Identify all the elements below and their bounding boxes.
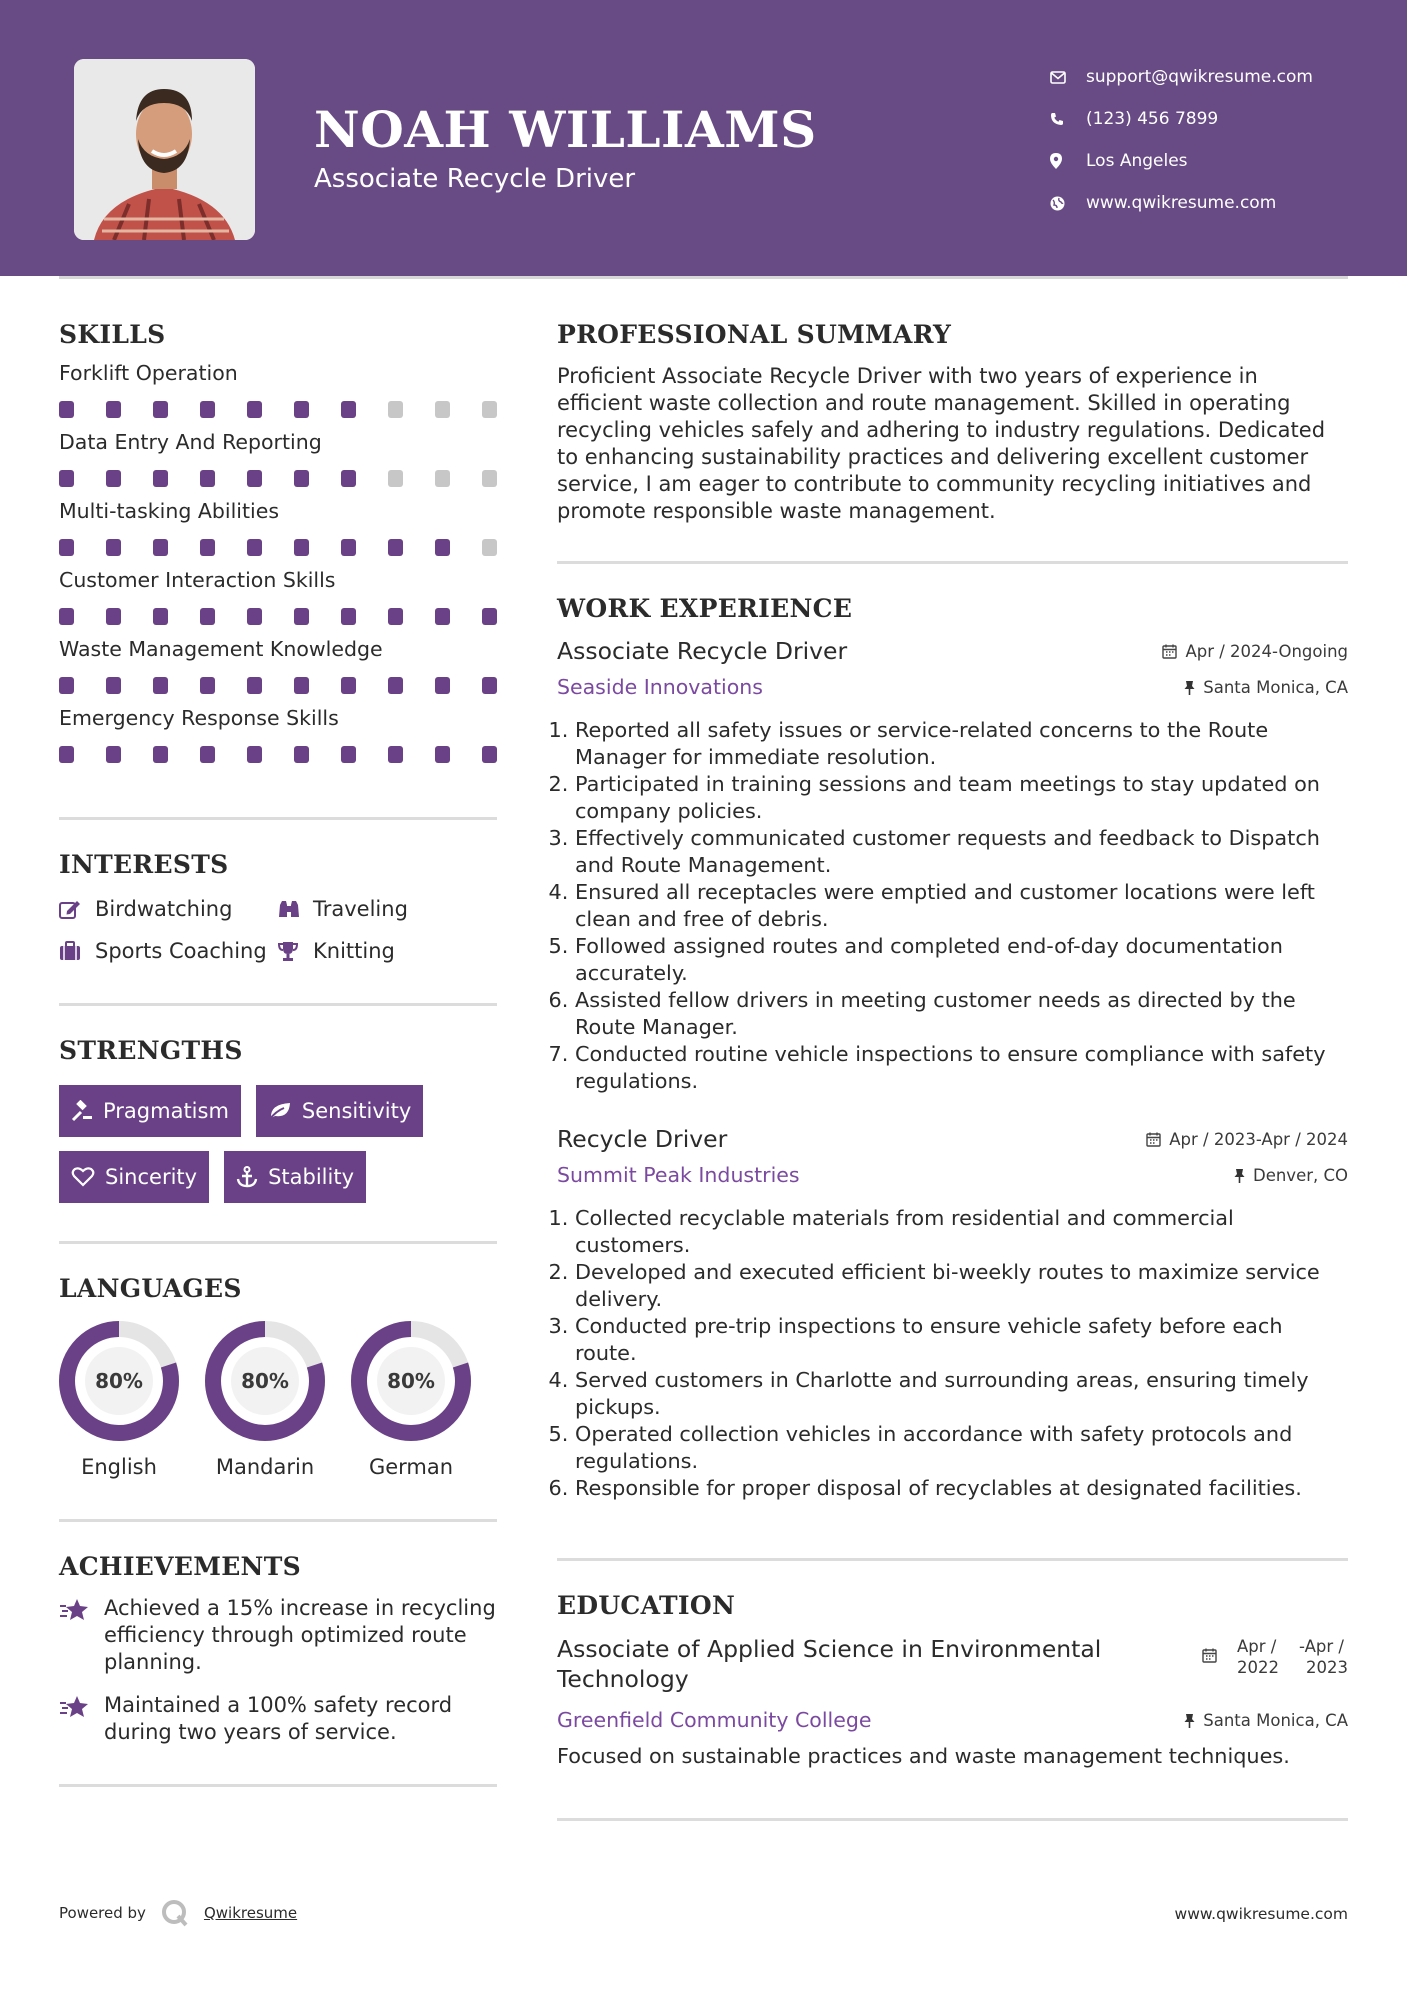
skill-dot-filled <box>341 677 356 694</box>
strength-label: Sincerity <box>105 1165 198 1189</box>
strength-label: Stability <box>268 1165 355 1189</box>
skill-dot-filled <box>341 746 356 763</box>
education-dates <box>1202 1636 1348 1678</box>
language-percent: 80% <box>387 1369 435 1393</box>
language-ring <box>351 1321 471 1441</box>
job-bullet: 2. Developed and executed efficient bi-weekly routes to maximize service delivery. <box>575 1259 1348 1313</box>
job-bullet: 5. Followed assigned routes and completed end-of-day documentation accurately. <box>575 933 1348 987</box>
map-pin-icon <box>1050 153 1086 169</box>
skill-dot-empty <box>482 539 497 556</box>
skill-dot-filled <box>247 746 262 763</box>
strength-tag <box>59 1151 209 1203</box>
skill-dot-filled <box>341 470 356 487</box>
education-end-month: Apr / <box>1304 1637 1344 1656</box>
section-heading-strengths: STRENGTHS <box>59 1036 243 1065</box>
skill-dot-filled <box>294 746 309 763</box>
section-divider <box>59 1003 497 1006</box>
job-location <box>1184 678 1348 697</box>
job-bullet: 6. Responsible for proper disposal of recyclables at designated facilities. <box>575 1475 1348 1502</box>
school-name: Greenfield Community College <box>557 1708 872 1732</box>
education-location-text: Santa Monica, CA <box>1203 1710 1348 1730</box>
footer-powered-by <box>59 1898 297 1928</box>
skill-item <box>59 706 497 763</box>
section-divider <box>557 561 1348 564</box>
skills-list <box>59 361 497 763</box>
skill-dot-filled <box>106 401 121 418</box>
job-bullet: 6. Assisted fellow drivers in meeting customer needs as directed by the Route Manager. <box>575 987 1348 1041</box>
interest-label: Birdwatching <box>95 897 233 921</box>
skill-level-dots <box>59 746 497 763</box>
header-divider <box>59 276 1348 279</box>
section-divider <box>557 1818 1348 1821</box>
skill-dot-filled <box>200 539 215 556</box>
language-ring <box>59 1321 179 1441</box>
job-bullet: 1. Reported all safety issues or service-related concerns to the Route Manager for immediate resolution. <box>575 717 1348 771</box>
education-description: Focused on sustainable practices and waste management techniques. <box>557 1744 1290 1768</box>
skill-dot-filled <box>153 539 168 556</box>
star-icon <box>59 1692 104 1746</box>
skill-dot-filled <box>153 401 168 418</box>
education-separator: - <box>1299 1637 1305 1656</box>
contact-email-text: support@qwikresume.com <box>1086 67 1313 87</box>
job-bullets <box>557 717 1348 1095</box>
strengths-list <box>59 1085 497 1203</box>
education-start-year: 2022 <box>1237 1658 1279 1677</box>
language-name: English <box>81 1455 157 1479</box>
strength-tag <box>59 1085 241 1137</box>
job-title: Associate Recycle Driver <box>557 637 848 665</box>
skill-dot-filled <box>106 746 121 763</box>
education-location <box>1184 1711 1348 1730</box>
skill-dot-filled <box>435 746 450 763</box>
brand-link[interactable]: Qwikresume <box>203 1904 298 1922</box>
skill-dot-filled <box>482 608 497 625</box>
skill-dot-filled <box>200 608 215 625</box>
skill-dot-filled <box>247 608 262 625</box>
contact-phone[interactable] <box>1050 98 1313 140</box>
calendar-icon <box>1146 1132 1161 1147</box>
skill-dot-empty <box>435 401 450 418</box>
skill-dot-filled <box>153 470 168 487</box>
skill-dot-filled <box>482 677 497 694</box>
skill-name: Emergency Response Skills <box>59 706 339 730</box>
envelope-icon <box>1050 71 1086 84</box>
footer-website[interactable]: www.qwikresume.com <box>1174 1905 1348 1923</box>
skill-dot-filled <box>200 677 215 694</box>
skill-dot-filled <box>435 608 450 625</box>
section-divider <box>557 1558 1348 1561</box>
skill-item <box>59 361 497 418</box>
strength-tag <box>256 1085 423 1137</box>
pushpin-icon <box>1234 1168 1245 1183</box>
interest-item <box>59 897 277 921</box>
skill-dot-filled <box>106 539 121 556</box>
company-name: Seaside Innovations <box>557 675 763 699</box>
skill-dot-filled <box>294 470 309 487</box>
section-heading-languages: LANGUAGES <box>59 1274 242 1303</box>
strength-label: Sensitivity <box>301 1099 412 1123</box>
summary-section <box>557 320 1348 525</box>
skill-dot-filled <box>294 677 309 694</box>
qwikresume-logo-icon <box>160 1898 190 1928</box>
language-item <box>205 1321 325 1479</box>
job-bullet: 2. Participated in training sessions and team meetings to stay updated on company policies. <box>575 771 1348 825</box>
skill-dot-filled <box>200 470 215 487</box>
contact-list <box>1050 56 1313 224</box>
section-divider <box>59 1784 497 1787</box>
skill-name: Waste Management Knowledge <box>59 637 383 661</box>
skill-dot-filled <box>247 470 262 487</box>
strength-tag <box>224 1151 366 1203</box>
language-item <box>351 1321 471 1479</box>
contact-phone-text: (123) 456 7899 <box>1086 109 1219 129</box>
calendar-icon <box>1202 1647 1217 1668</box>
skill-item <box>59 430 497 487</box>
job-bullet: 4. Ensured all receptacles were emptied and customer locations were left clean and free of debris. <box>575 879 1348 933</box>
education-section <box>557 1591 1348 1768</box>
skill-dot-filled <box>294 539 309 556</box>
languages-list <box>59 1321 497 1479</box>
skill-dot-filled <box>153 608 168 625</box>
languages-section <box>59 1274 497 1479</box>
contact-website-text: www.qwikresume.com <box>1086 193 1277 213</box>
skill-dot-filled <box>106 677 121 694</box>
contact-location-text: Los Angeles <box>1086 151 1188 171</box>
language-percent: 80% <box>95 1369 143 1393</box>
section-heading-interests: INTERESTS <box>59 850 229 879</box>
gavel-icon <box>71 1100 93 1122</box>
education-end-year: 2023 <box>1306 1658 1348 1677</box>
skill-name: Forklift Operation <box>59 361 238 385</box>
job-dates-text: Apr / 2024-Ongoing <box>1185 642 1348 661</box>
skill-dot-filled <box>388 677 403 694</box>
resume-header <box>0 0 1407 276</box>
job-dates <box>1146 1130 1348 1149</box>
experience-section <box>557 594 1348 1502</box>
skill-dot-filled <box>59 746 74 763</box>
job-dates-text: Apr / 2023-Apr / 2024 <box>1169 1130 1348 1149</box>
left-column <box>59 320 497 1787</box>
phone-icon <box>1050 112 1086 126</box>
briefcase-icon <box>59 941 95 961</box>
right-column <box>557 320 1348 1821</box>
heart-icon <box>71 1167 95 1187</box>
section-heading-education: EDUCATION <box>557 1591 736 1620</box>
job-bullet: 5. Operated collection vehicles in accordance with safety protocols and regulations. <box>575 1421 1348 1475</box>
skill-dot-filled <box>59 401 74 418</box>
contact-website[interactable] <box>1050 182 1313 224</box>
skills-section <box>59 320 497 763</box>
skill-dot-filled <box>388 746 403 763</box>
skill-dot-filled <box>200 746 215 763</box>
skill-dot-filled <box>482 746 497 763</box>
summary-text: Proficient Associate Recycle Driver with two years of experience in efficient waste collection and route management. Skilled in operating recycling vehicles safely and adhering to industry regulations. Dedicated to enhancing sustainability practices and delivering excellent customer service, I am eager to contribute to community recycling initiatives and promote responsible waste management. <box>557 364 1326 523</box>
skill-dot-empty <box>482 401 497 418</box>
skill-item <box>59 637 497 694</box>
interests-list <box>59 897 497 963</box>
skill-item <box>59 499 497 556</box>
education-start-month: Apr / <box>1237 1637 1277 1656</box>
skill-dot-filled <box>200 401 215 418</box>
skill-name: Customer Interaction Skills <box>59 568 336 592</box>
education-start <box>1237 1636 1279 1678</box>
language-ring <box>205 1321 325 1441</box>
achievements-section <box>59 1552 497 1746</box>
achievement-item <box>59 1692 497 1746</box>
skill-name: Data Entry And Reporting <box>59 430 322 454</box>
skill-dot-filled <box>106 608 121 625</box>
interest-label: Sports Coaching <box>95 939 267 963</box>
skill-level-dots <box>59 401 497 418</box>
degree-title: Associate of Applied Science in Environmental Technology <box>557 1635 1102 1693</box>
interest-label: Traveling <box>313 897 408 921</box>
skill-dot-filled <box>435 677 450 694</box>
skill-dot-filled <box>59 677 74 694</box>
skill-dot-filled <box>388 539 403 556</box>
skill-level-dots <box>59 677 497 694</box>
trophy-icon <box>277 941 313 961</box>
language-percent: 80% <box>241 1369 289 1393</box>
candidate-name: NOAH WILLIAMS <box>314 100 817 159</box>
leaf-icon <box>268 1101 292 1121</box>
section-divider <box>59 1519 497 1522</box>
interest-item <box>277 897 497 921</box>
skill-level-dots <box>59 470 497 487</box>
skill-dot-empty <box>482 470 497 487</box>
section-heading-achievements: ACHIEVEMENTS <box>59 1552 301 1581</box>
skill-dot-empty <box>388 401 403 418</box>
skill-dot-filled <box>294 608 309 625</box>
anchor-icon <box>236 1166 258 1188</box>
job-bullet: 3. Conducted pre-trip inspections to ensure vehicle safety before each route. <box>575 1313 1348 1367</box>
star-icon <box>59 1595 104 1676</box>
skill-dot-filled <box>341 401 356 418</box>
skill-dot-filled <box>59 608 74 625</box>
skill-dot-filled <box>106 470 121 487</box>
skill-dot-filled <box>59 470 74 487</box>
binoculars-icon <box>277 899 313 919</box>
language-name: German <box>368 1455 454 1479</box>
skill-dot-filled <box>59 539 74 556</box>
section-divider <box>59 1241 497 1244</box>
candidate-role: Associate Recycle Driver <box>314 164 636 194</box>
job-entry <box>557 1125 1348 1502</box>
interest-item <box>59 939 277 963</box>
pushpin-icon <box>1184 1713 1195 1728</box>
achievement-text: Maintained a 100% safety record during two years of service. <box>104 1693 453 1744</box>
interests-section <box>59 850 497 963</box>
language-name: Mandarin <box>215 1455 315 1479</box>
section-divider <box>59 817 497 820</box>
skill-dot-filled <box>435 539 450 556</box>
job-bullets <box>557 1205 1348 1502</box>
skill-dot-empty <box>435 470 450 487</box>
skill-dot-filled <box>247 401 262 418</box>
skill-dot-filled <box>341 539 356 556</box>
skill-level-dots <box>59 539 497 556</box>
profile-photo <box>74 59 255 240</box>
job-bullet: 1. Collected recyclable materials from residential and commercial customers. <box>575 1205 1348 1259</box>
achievement-text: Achieved a 15% increase in recycling efficiency through optimized route planning. <box>104 1596 496 1674</box>
skill-name: Multi-tasking Abilities <box>59 499 280 523</box>
job-location <box>1234 1166 1348 1185</box>
skill-dot-filled <box>153 677 168 694</box>
job-bullet: 3. Effectively communicated customer requests and feedback to Dispatch and Route Management. <box>575 825 1348 879</box>
section-heading-skills: SKILLS <box>59 320 166 349</box>
pencil-square-icon <box>59 899 95 919</box>
section-heading-experience: WORK EXPERIENCE <box>557 594 853 623</box>
job-title: Recycle Driver <box>557 1125 728 1153</box>
education-end <box>1299 1636 1348 1678</box>
pushpin-icon <box>1184 680 1195 695</box>
skill-dot-filled <box>247 539 262 556</box>
company-name: Summit Peak Industries <box>557 1163 800 1187</box>
section-heading-summary: PROFESSIONAL SUMMARY <box>557 320 952 349</box>
job-bullet: 4. Served customers in Charlotte and surrounding areas, ensuring timely pickups. <box>575 1367 1348 1421</box>
interest-label: Knitting <box>313 939 395 963</box>
job-dates <box>1162 642 1348 661</box>
contact-email[interactable] <box>1050 56 1313 98</box>
calendar-icon <box>1162 644 1177 659</box>
job-bullet: 7. Conducted routine vehicle inspections to ensure compliance with safety regulations. <box>575 1041 1348 1095</box>
skill-dot-filled <box>247 677 262 694</box>
interest-item <box>277 939 497 963</box>
skill-level-dots <box>59 608 497 625</box>
strengths-section <box>59 1036 497 1203</box>
contact-location <box>1050 140 1313 182</box>
skill-dot-filled <box>153 746 168 763</box>
skill-item <box>59 568 497 625</box>
skill-dot-empty <box>388 470 403 487</box>
strength-label: Pragmatism <box>103 1099 229 1123</box>
skill-dot-filled <box>341 608 356 625</box>
skill-dot-filled <box>388 608 403 625</box>
language-item <box>59 1321 179 1479</box>
job-location-text: Denver, CO <box>1252 1165 1348 1185</box>
job-location-text: Santa Monica, CA <box>1203 677 1348 697</box>
skill-dot-filled <box>294 401 309 418</box>
achievement-item <box>59 1595 497 1676</box>
powered-by-text: Powered by <box>59 1904 146 1922</box>
job-entry <box>557 637 1348 1095</box>
globe-icon <box>1050 196 1086 211</box>
